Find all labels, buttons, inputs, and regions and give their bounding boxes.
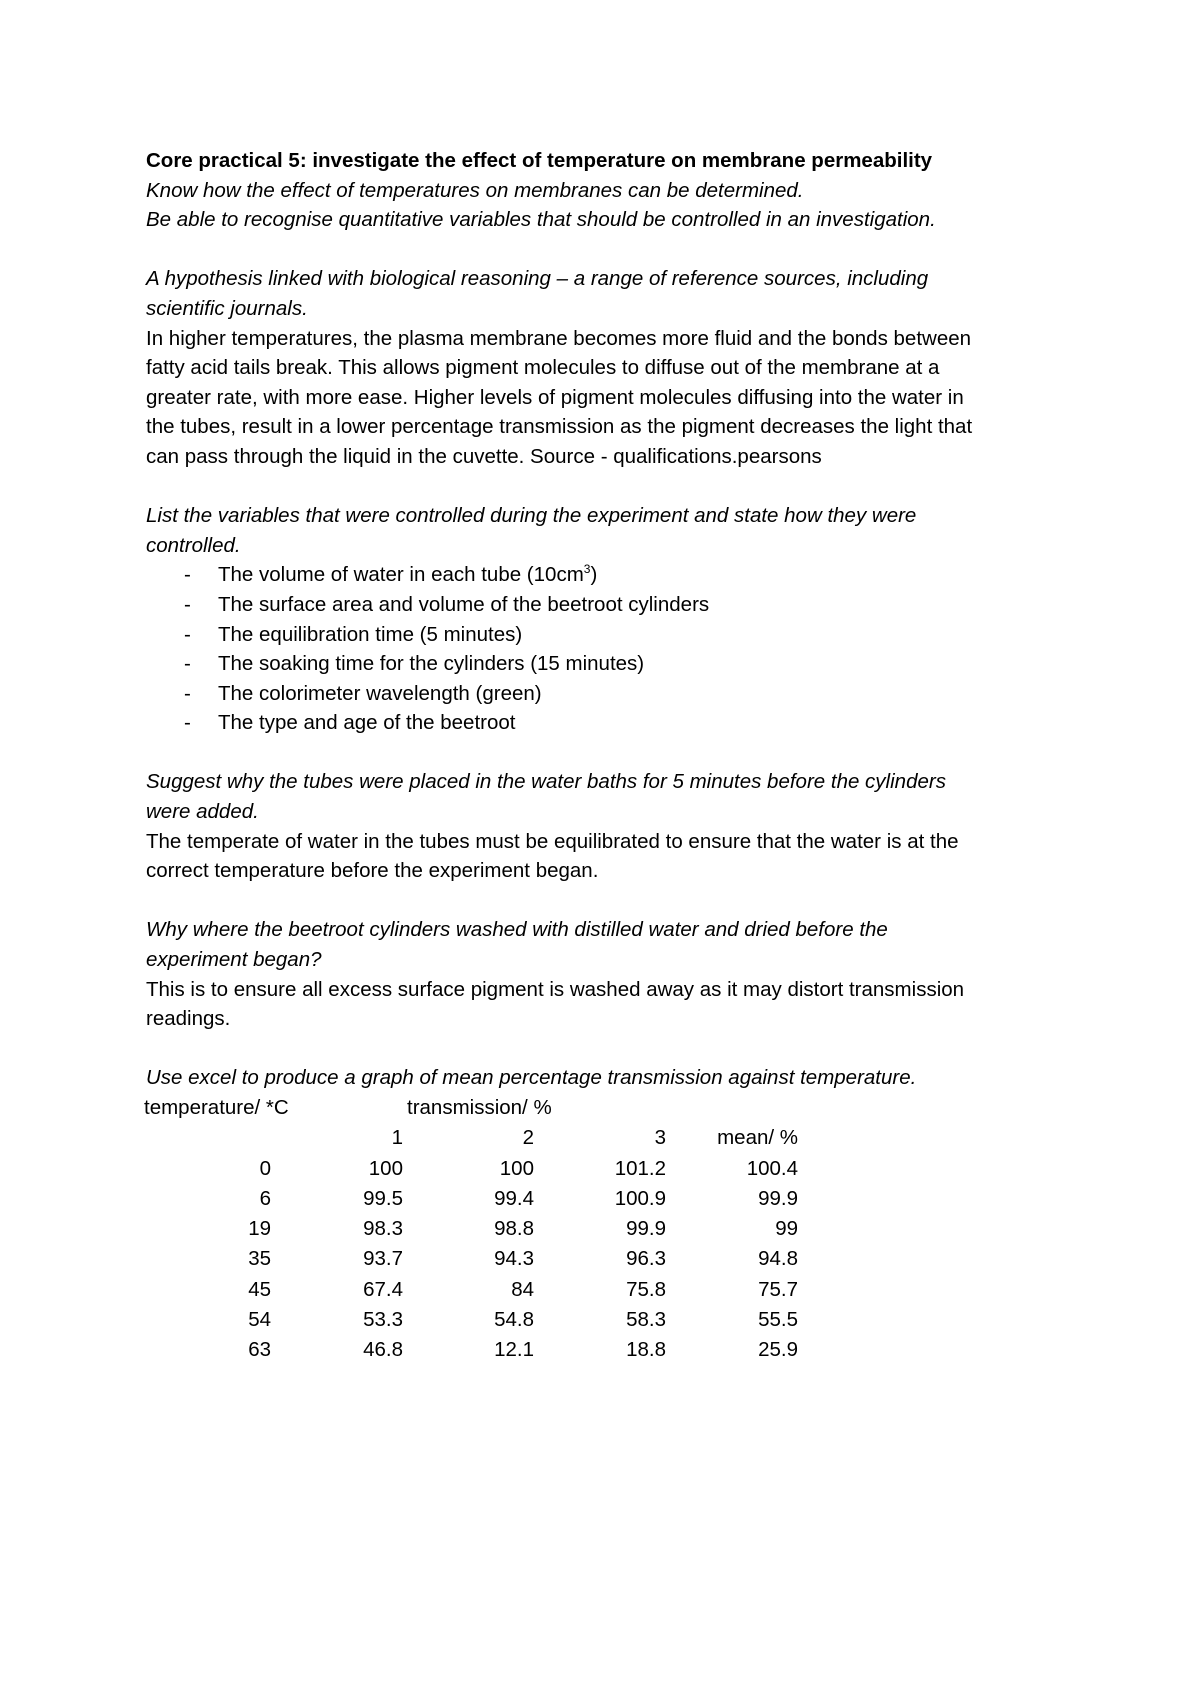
variables-prompt-line-1: List the variables that were controlled during the experiment and state how they were xyxy=(146,504,917,528)
variable-text: The soaking time for the cylinders (15 minutes) xyxy=(218,652,645,676)
cell-temperature: 35 xyxy=(248,1247,271,1271)
objective-2: Be able to recognise quantitative variables that should be controlled in an investigation. xyxy=(146,208,936,232)
hypothesis-line-1: In higher temperatures, the plasma membrane becomes more fluid and the bonds between xyxy=(146,326,972,350)
table-row xyxy=(146,1214,1066,1244)
hypothesis-line-4: the tubes, result in a lower percentage transmission as the pigment decreases the light that xyxy=(146,415,973,439)
list-dash: - xyxy=(184,711,191,735)
list-dash: - xyxy=(184,681,191,705)
table-subheader-row xyxy=(146,1123,1066,1153)
list-item xyxy=(146,590,1066,620)
waterbath-prompt-line-2: were added. xyxy=(146,800,259,824)
list-item xyxy=(146,649,1066,679)
list-dash: - xyxy=(184,592,191,616)
cell-trial-1: 99.5 xyxy=(363,1186,403,1210)
table-header-row xyxy=(146,1093,1066,1123)
spacer xyxy=(146,738,1066,768)
cell-trial-2: 84 xyxy=(511,1277,534,1301)
cell-temperature: 6 xyxy=(259,1186,271,1210)
spacer xyxy=(146,472,1066,502)
list-dash: - xyxy=(184,652,191,676)
cell-temperature: 19 xyxy=(248,1217,271,1241)
cell-trial-3: 99.9 xyxy=(626,1217,666,1241)
table-row xyxy=(146,1275,1066,1305)
cell-trial-1: 67.4 xyxy=(363,1277,403,1301)
document-page xyxy=(146,146,1066,1363)
cell-mean: 99 xyxy=(775,1217,798,1241)
washed-answer-line-1: This is to ensure all excess surface pigment is washed away as it may distort transmission xyxy=(146,977,965,1001)
cell-mean: 94.8 xyxy=(758,1247,798,1271)
controlled-variables-list xyxy=(146,560,1066,738)
graph-prompt: Use excel to produce a graph of mean percentage transmission against temperature. xyxy=(146,1066,917,1090)
hypothesis-line-5: can pass through the liquid in the cuvette. Source - qualifications.pearsons xyxy=(146,444,822,468)
cell-trial-3: 96.3 xyxy=(626,1247,666,1271)
cell-trial-1: 98.3 xyxy=(363,1217,403,1241)
cell-trial-2: 99.4 xyxy=(494,1186,534,1210)
subheader-trial-2: 2 xyxy=(522,1126,534,1150)
cell-trial-3: 100.9 xyxy=(614,1186,666,1210)
list-item xyxy=(146,679,1066,709)
cell-trial-3: 75.8 xyxy=(626,1277,666,1301)
hypothesis-line-2: fatty acid tails break. This allows pigment molecules to diffuse out of the membrane at a xyxy=(146,356,940,380)
cell-trial-2: 54.8 xyxy=(494,1308,534,1332)
subheader-mean: mean/ % xyxy=(717,1126,798,1150)
cell-temperature: 45 xyxy=(248,1277,271,1301)
cell-trial-3: 58.3 xyxy=(626,1308,666,1332)
variable-text-end: ) xyxy=(590,563,598,587)
cell-trial-3: 101.2 xyxy=(614,1156,666,1180)
cell-mean: 25.9 xyxy=(758,1338,798,1362)
spacer xyxy=(146,235,1066,265)
cell-mean: 100.4 xyxy=(746,1156,798,1180)
hypothesis-line-3: greater rate, with more ease. Higher levels of pigment molecules diffusing into the water in xyxy=(146,385,964,409)
variable-text: The colorimeter wavelength (green) xyxy=(218,681,542,705)
cell-trial-2: 12.1 xyxy=(494,1338,534,1362)
cell-mean: 75.7 xyxy=(758,1277,798,1301)
cell-trial-1: 93.7 xyxy=(363,1247,403,1271)
variable-text: The equilibration time (5 minutes) xyxy=(218,622,523,646)
cell-temperature: 63 xyxy=(248,1338,271,1362)
cell-mean: 55.5 xyxy=(758,1308,798,1332)
list-item xyxy=(146,708,1066,738)
superscript: 3 xyxy=(583,562,591,577)
hypothesis-prompt-line-2: scientific journals. xyxy=(146,296,308,320)
variables-prompt-line-2: controlled. xyxy=(146,533,241,557)
spacer xyxy=(146,1034,1066,1064)
hypothesis-prompt-line-1: A hypothesis linked with biological reasoning – a range of reference sources, including xyxy=(146,267,929,291)
waterbath-prompt-line-1: Suggest why the tubes were placed in the water baths for 5 minutes before the cylinders xyxy=(146,770,946,794)
waterbath-answer-line-2: correct temperature before the experiment began. xyxy=(146,859,599,883)
subheader-trial-3: 3 xyxy=(654,1126,666,1150)
waterbath-answer-line-1: The temperate of water in the tubes must be equilibrated to ensure that the water is at the xyxy=(146,829,959,853)
cell-trial-1: 53.3 xyxy=(363,1308,403,1332)
header-transmission: transmission/ % xyxy=(407,1096,552,1119)
washed-prompt-line-2: experiment began? xyxy=(146,948,322,972)
transmission-table xyxy=(146,1093,1066,1363)
spacer xyxy=(146,886,1066,916)
cell-trial-2: 98.8 xyxy=(494,1217,534,1241)
variable-text: The surface area and volume of the beetroot cylinders xyxy=(218,592,710,616)
washed-prompt-line-1: Why where the beetroot cylinders washed with distilled water and dried before the xyxy=(146,918,888,942)
table-row xyxy=(146,1154,1066,1184)
subheader-trial-1: 1 xyxy=(391,1126,403,1150)
list-dash: - xyxy=(184,563,191,587)
washed-answer-line-2: readings. xyxy=(146,1007,231,1031)
cell-mean: 99.9 xyxy=(758,1186,798,1210)
table-row xyxy=(146,1335,1066,1365)
cell-trial-3: 18.8 xyxy=(626,1338,666,1362)
cell-trial-2: 94.3 xyxy=(494,1247,534,1271)
table-row xyxy=(146,1244,1066,1274)
table-row xyxy=(146,1184,1066,1214)
document-title: Core practical 5: investigate the effect of temperature on membrane permeability xyxy=(146,149,933,172)
variable-text: The volume of water in each tube (10cm xyxy=(218,563,584,587)
list-dash: - xyxy=(184,622,191,646)
cell-trial-2: 100 xyxy=(499,1156,534,1180)
list-item xyxy=(146,560,1066,590)
header-temperature: temperature/ *C xyxy=(144,1096,289,1119)
objective-1: Know how the effect of temperatures on membranes can be determined. xyxy=(146,178,804,202)
cell-temperature: 0 xyxy=(259,1156,271,1180)
variable-text: The type and age of the beetroot xyxy=(218,711,516,735)
cell-trial-1: 46.8 xyxy=(363,1338,403,1362)
cell-temperature: 54 xyxy=(248,1308,271,1332)
list-item xyxy=(146,620,1066,650)
cell-trial-1: 100 xyxy=(368,1156,403,1180)
table-row xyxy=(146,1305,1066,1335)
